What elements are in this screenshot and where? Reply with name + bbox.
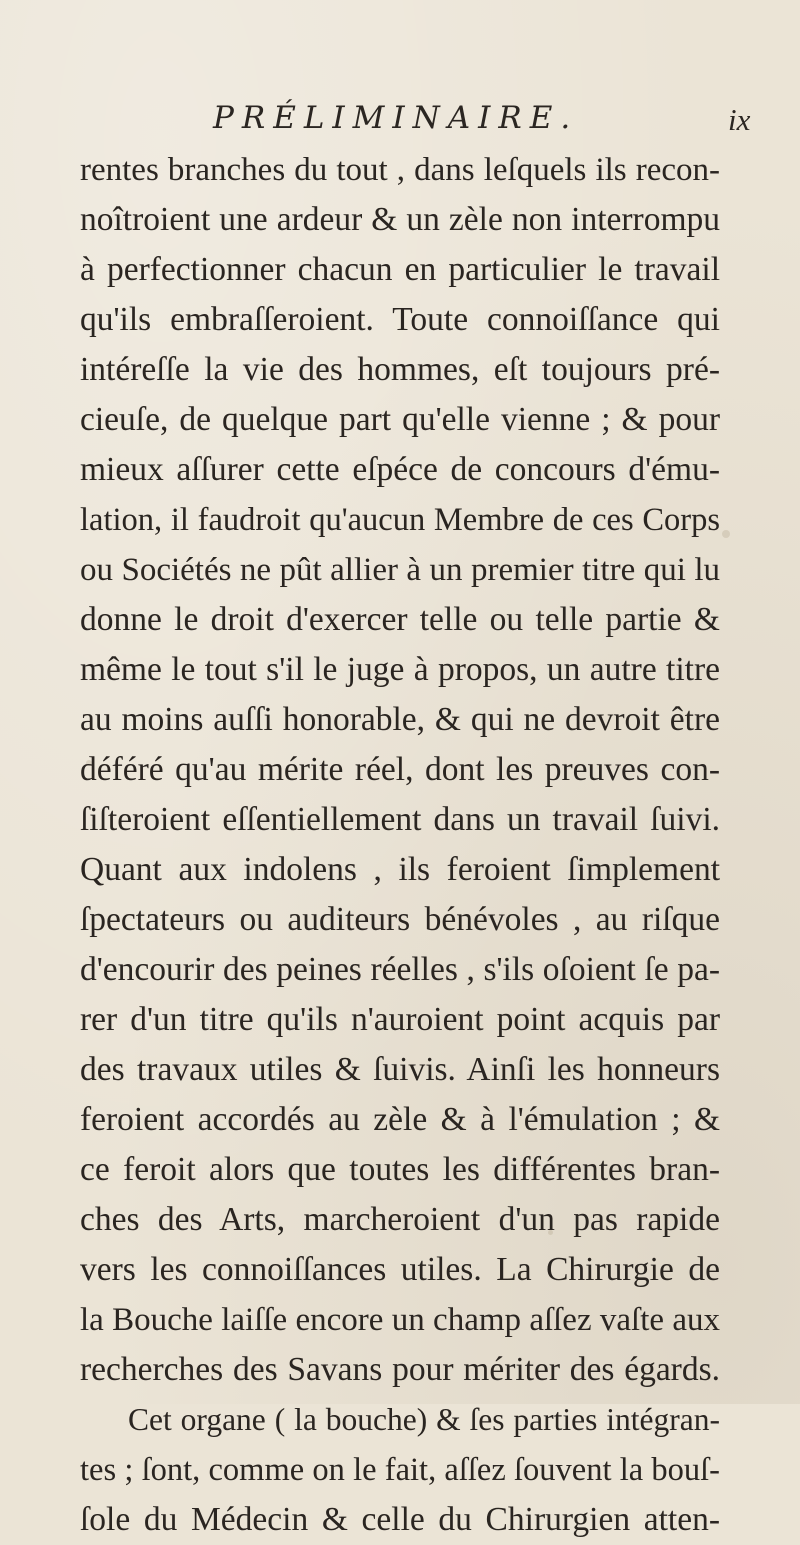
text-line: la Bouche laiſſe encore un champ aſſez vaſte aux	[80, 1302, 720, 1338]
running-head: PRÉLIMINAIRE.	[213, 100, 579, 136]
text-line: à perfectionner chacun en particulier le travail	[80, 251, 720, 288]
text-line: tes ; ſont, comme on le fait, aſſez ſouvent la bouſ-	[80, 1452, 720, 1488]
text-line: recherches des Savans pour mériter des égards.	[80, 1351, 720, 1388]
text-line: rentes branches du tout , dans leſquels ils recon-	[80, 152, 720, 188]
body-text	[80, 145, 720, 1545]
text-line: même le tout s'il le juge à propos, un autre titre	[80, 651, 720, 688]
text-line: ſiſteroient eſſentiellement dans un travail ſuivi.	[80, 801, 720, 838]
text-line: ou Sociétés ne pût allier à un premier titre qui lu	[80, 552, 720, 588]
text-line: ſpectateurs ou auditeurs bénévoles , au riſque	[80, 901, 720, 938]
text-line: vers les connoiſſances utiles. La Chirurgie de	[80, 1251, 720, 1288]
text-line: cieuſe, de quelque part qu'elle vienne ; & pour	[80, 401, 720, 438]
text-line: feroient accordés au zèle & à l'émulation ; &	[80, 1101, 720, 1138]
paper-stain	[722, 530, 730, 538]
page-header	[0, 100, 800, 140]
text-line: Quant aux indolens , ils feroient ſimplement	[80, 851, 720, 888]
text-line: déféré qu'au mérite réel, dont les preuves con-	[80, 751, 720, 788]
text-line: ches des Arts, marcheroient d'un pas rapide	[80, 1201, 720, 1238]
text-line: noîtroient une ardeur & un zèle non interrompu	[80, 201, 720, 238]
text-line: mieux aſſurer cette eſpéce de concours d'ému-	[80, 451, 720, 488]
text-line: lation, il faudroit qu'aucun Membre de ces Corps	[80, 502, 720, 538]
page-number: ix	[728, 102, 751, 137]
text-line: ce feroit alors que toutes les différentes bran-	[80, 1151, 720, 1188]
text-line: intéreſſe la vie des hommes, eſt toujours pré-	[80, 351, 720, 388]
text-line: au moins auſſi honorable, & qui ne devroit être	[80, 701, 720, 738]
text-line: des travaux utiles & ſuivis. Ainſi les honneurs	[80, 1051, 720, 1088]
text-line: ſole du Médecin & celle du Chirurgien atten-	[80, 1501, 720, 1538]
text-line: qu'ils embraſſeroient. Toute connoiſſance qui	[80, 301, 720, 338]
text-line: donne le droit d'exercer telle ou telle partie &	[80, 601, 720, 638]
text-line: Cet organe ( la bouche) & ſes parties intégran-	[128, 1402, 720, 1437]
text-line: rer d'un titre qu'ils n'auroient point acquis par	[80, 1001, 720, 1038]
text-line: d'encourir des peines réelles , s'ils oſoient ſe pa-	[80, 951, 720, 988]
